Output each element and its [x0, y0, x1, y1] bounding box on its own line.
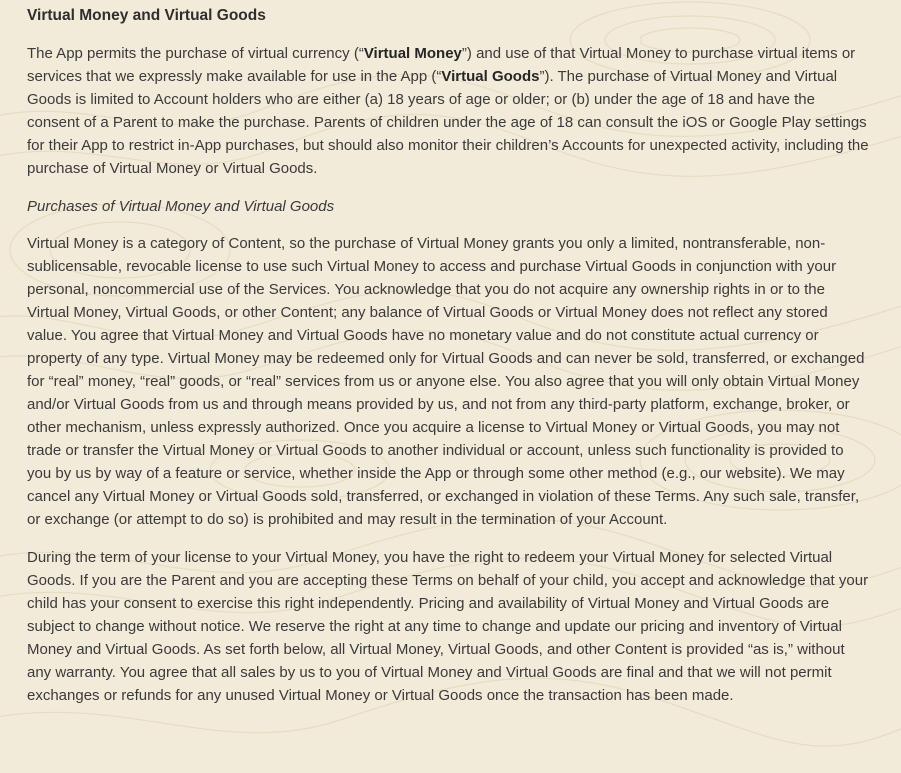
purchases-subheading: Purchases of Virtual Money and Virtual Goods: [27, 198, 335, 215]
intro-text-1: The App permits the purchase of virtual currency (“: [27, 45, 364, 62]
license-paragraph: Virtual Money is a category of Content, so the purchase of Virtual Money grants you only a limited, nontransferable, non-sublicensable, revocable license to use such Virtual Money to access and purchase Virtual Goods in conjunction with your personal, noncommercial use of the Services. You acknowledge that you do not acquire any ownership rights in or to the Virtual Money, Virtual Goods, or other Content; any balance of Virtual Goods or Virtual Money does not reflect any stored value. You agree that Virtual Money and Virtual Goods have no monetary value and do not constitute actual currency or property of any type. Virtual Money may be redeemed only for Virtual Goods and can never be sold, transferred, or exchanged for “real” money, “real” goods, or “real” services from us or anyone else. You also agree that you will only obtain Virtual Money and/or Virtual Goods from us and through means provided by us, and not from any third-party platform, exchange, broker, or other mechanism, unless expressly authorized. Once you acquire a license to Virtual Money or Virtual Goods, you may not trade or transfer the Virtual Money or Virtual Goods to another individual or account, unless such functionality is provided to you by us by way of a feature or service, whether inside the App or through some other method (e.g., our website). We may cancel any Virtual Money or Virtual Goods sold, transferred, or exchanged in violation of these Terms. Any such sale, transfer, or exchange (or attempt to do so) is prohibited and may result in the termination of your Account.: [27, 235, 865, 528]
intro-paragraph: [27, 42, 871, 180]
redeem-paragraph: During the term of your license to your Virtual Money, you have the right to redeem your Virtual Money for selected Virtual Goods. If you are the Parent and you are accepting these Terms on behalf of your child, you accept and acknowledge that your child has your consent to exercise this right independently. Pricing and availability of Virtual Money and Virtual Goods are subject to change without notice. We reserve the right at any time to change and update our pricing and inventory of Virtual Money and Virtual Goods. As set forth below, all Virtual Money, Virtual Goods, and other Content is provided “as is,” without any warranty. You agree that all sales by us to you of Virtual Money and Virtual Goods are final and that we will not permit exchanges or refunds for any unused Virtual Money or Virtual Goods once the transaction has been made.: [27, 549, 869, 704]
term-virtual-money: Virtual Money: [363, 45, 462, 62]
term-virtual-goods: Virtual Goods: [441, 68, 540, 85]
intro-text-3: ”). The purchase of Virtual Money and Virtual Goods is limited to Account holders who are either (a) 18 years of age or older; or (b) under the age of 18 and have the consent of a Parent to make the purchase. Parents of children under the age of 18 can consult the iOS or Google Play settings for their App to restrict in-App purchases, but should also monitor their children’s Accounts for unexpected activity, including the purchase of Virtual Money or Virtual Goods.: [27, 68, 869, 177]
section-title: Virtual Money and Virtual Goods: [27, 7, 266, 24]
intro-text-2: ”) and use of that Virtual Money to purchase virtual items or services that we expressly make available for use in the App (“: [27, 45, 856, 85]
